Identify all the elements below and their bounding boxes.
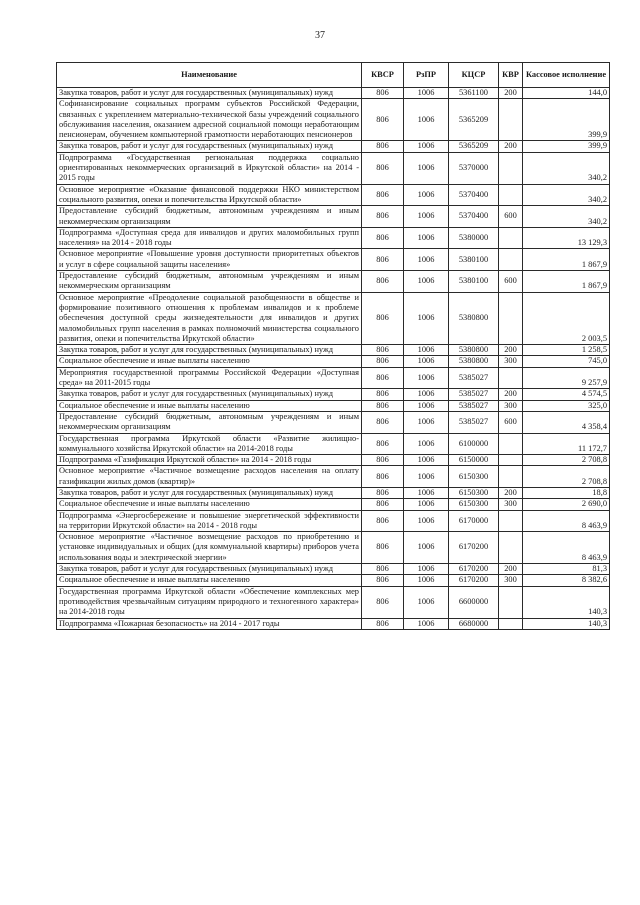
row-name: Подпрограмма «Государственная региональная поддержка социально ориентированных некоммерческих организаций в Иркутской области» на 2014 - 2015 годы — [57, 152, 362, 184]
row-name: Основное мероприятие «Оказание финансовой поддержки НКО министерством социального развития, опеки и попечительства Иркутской области» — [57, 184, 362, 206]
row-amount: 2 003,5 — [523, 292, 610, 344]
row-name: Государственная программа Иркутской области «Обеспечение комплексных мер противодействия чрезвычайным ситуациям природного и техногенного характера» на 2014-2018 годы — [57, 586, 362, 618]
row-rzpr: 1006 — [404, 487, 449, 498]
row-rzpr: 1006 — [404, 575, 449, 586]
row-kvr — [499, 249, 523, 271]
row-amount: 13 129,3 — [523, 227, 610, 249]
row-kvsr: 806 — [362, 345, 404, 356]
row-name: Государственная программа Иркутской области «Развитие жилищно-коммунального хозяйства Иркутской области» на 2014-2018 годы — [57, 433, 362, 455]
row-kvr — [499, 455, 523, 466]
row-kcsr: 6600000 — [449, 586, 499, 618]
table-header — [57, 63, 610, 88]
row-kvsr: 806 — [362, 88, 404, 99]
table-row — [57, 400, 610, 411]
row-kvsr: 806 — [362, 227, 404, 249]
row-amount: 2 708,8 — [523, 455, 610, 466]
row-kvr: 200 — [499, 389, 523, 400]
row-kvr: 300 — [499, 499, 523, 510]
row-amount: 340,2 — [523, 206, 610, 228]
row-name: Закупка товаров, работ и услуг для государственных (муниципальных) нужд — [57, 564, 362, 575]
row-kvsr: 806 — [362, 487, 404, 498]
table-row — [57, 411, 610, 433]
row-name: Мероприятия государственной программы Российской Федерации «Доступная среда» на 2011-2015 годы — [57, 367, 362, 389]
row-kvsr: 806 — [362, 249, 404, 271]
row-rzpr: 1006 — [404, 345, 449, 356]
table-row — [57, 564, 610, 575]
row-kcsr: 6680000 — [449, 618, 499, 629]
row-rzpr: 1006 — [404, 227, 449, 249]
row-kvsr: 806 — [362, 99, 404, 141]
row-kcsr: 5380100 — [449, 271, 499, 293]
row-kvr — [499, 586, 523, 618]
table-row — [57, 184, 610, 206]
row-rzpr: 1006 — [404, 184, 449, 206]
row-rzpr: 1006 — [404, 99, 449, 141]
row-kcsr: 6150300 — [449, 466, 499, 488]
row-name: Подпрограмма «Газификация Иркутской области» на 2014 - 2018 годы — [57, 455, 362, 466]
row-kvr: 200 — [499, 487, 523, 498]
row-name: Предоставление субсидий бюджетным, автономным учреждениям и иным некоммерческим организациям — [57, 411, 362, 433]
row-amount: 399,9 — [523, 141, 610, 152]
row-kvr: 300 — [499, 400, 523, 411]
table-row — [57, 367, 610, 389]
row-kvsr: 806 — [362, 271, 404, 293]
row-amount: 325,0 — [523, 400, 610, 411]
row-kcsr: 5385027 — [449, 389, 499, 400]
table-row — [57, 586, 610, 618]
row-rzpr: 1006 — [404, 586, 449, 618]
table-row — [57, 499, 610, 510]
row-kcsr: 5380800 — [449, 345, 499, 356]
row-kvsr: 806 — [362, 564, 404, 575]
row-rzpr: 1006 — [404, 466, 449, 488]
row-rzpr: 1006 — [404, 455, 449, 466]
row-kvsr: 806 — [362, 455, 404, 466]
table-row — [57, 618, 610, 629]
header-name: Наименование — [57, 63, 362, 88]
row-name: Социальное обеспечение и иные выплаты населению — [57, 400, 362, 411]
table-row — [57, 389, 610, 400]
table-row — [57, 88, 610, 99]
row-kvr — [499, 227, 523, 249]
row-kvr: 300 — [499, 356, 523, 367]
row-rzpr: 1006 — [404, 389, 449, 400]
row-kvsr: 806 — [362, 532, 404, 564]
budget-execution-table — [56, 62, 610, 630]
row-kvr — [499, 99, 523, 141]
row-kvsr: 806 — [362, 618, 404, 629]
table-row — [57, 345, 610, 356]
row-kcsr: 6150300 — [449, 487, 499, 498]
row-kvr: 600 — [499, 206, 523, 228]
row-kvsr: 806 — [362, 292, 404, 344]
row-name: Подпрограмма «Доступная среда для инвалидов и других маломобильных групп населения» на 2014 - 2018 годы — [57, 227, 362, 249]
row-name: Социальное обеспечение и иные выплаты населению — [57, 575, 362, 586]
row-amount: 2 708,8 — [523, 466, 610, 488]
row-kcsr: 5385027 — [449, 367, 499, 389]
row-amount: 18,8 — [523, 487, 610, 498]
row-amount: 8 463,9 — [523, 510, 610, 532]
row-amount: 144,0 — [523, 88, 610, 99]
row-kcsr: 5370000 — [449, 152, 499, 184]
row-kvsr: 806 — [362, 206, 404, 228]
row-name: Закупка товаров, работ и услуг для государственных (муниципальных) нужд — [57, 141, 362, 152]
row-amount: 2 690,0 — [523, 499, 610, 510]
row-kcsr: 6170200 — [449, 532, 499, 564]
row-rzpr: 1006 — [404, 499, 449, 510]
row-kvsr: 806 — [362, 433, 404, 455]
row-kcsr: 6100000 — [449, 433, 499, 455]
row-rzpr: 1006 — [404, 411, 449, 433]
row-name: Подпрограмма «Энергосбережение и повышение энергетической эффективности на территории Иркутской области» на 2014 - 2018 годы — [57, 510, 362, 532]
row-amount: 340,2 — [523, 184, 610, 206]
row-kvsr: 806 — [362, 367, 404, 389]
row-name: Социальное обеспечение и иные выплаты населению — [57, 356, 362, 367]
table-row — [57, 575, 610, 586]
row-kvr — [499, 292, 523, 344]
table-row — [57, 271, 610, 293]
row-kcsr: 5385027 — [449, 411, 499, 433]
row-kvsr: 806 — [362, 141, 404, 152]
table-body — [57, 88, 610, 630]
table-row — [57, 487, 610, 498]
row-kvsr: 806 — [362, 184, 404, 206]
row-kvr: 200 — [499, 88, 523, 99]
row-rzpr: 1006 — [404, 141, 449, 152]
row-kcsr: 6170200 — [449, 564, 499, 575]
header-cash-execution: Кассовое исполнение — [523, 63, 610, 88]
row-amount: 399,9 — [523, 99, 610, 141]
row-kvr: 200 — [499, 141, 523, 152]
row-kvr: 300 — [499, 575, 523, 586]
row-amount: 340,2 — [523, 152, 610, 184]
table-row — [57, 141, 610, 152]
row-rzpr: 1006 — [404, 206, 449, 228]
table-row — [57, 152, 610, 184]
row-kcsr: 5385027 — [449, 400, 499, 411]
header-kvr: КВР — [499, 63, 523, 88]
row-kvsr: 806 — [362, 356, 404, 367]
row-name: Предоставление субсидий бюджетным, автономным учреждениям и иным некоммерческим организациям — [57, 206, 362, 228]
table-row — [57, 249, 610, 271]
row-name: Основное мероприятие «Частичное возмещение расходов по приобретению и установке индивидуальных и общих (для коммунальной квартиры) приборов учета использования воды и электрической энергии» — [57, 532, 362, 564]
row-kvsr: 806 — [362, 466, 404, 488]
row-rzpr: 1006 — [404, 367, 449, 389]
row-kvsr: 806 — [362, 586, 404, 618]
row-kcsr: 6150000 — [449, 455, 499, 466]
row-kcsr: 5365209 — [449, 99, 499, 141]
page-number: 37 — [315, 30, 325, 41]
row-kvr — [499, 618, 523, 629]
table-row — [57, 455, 610, 466]
table-row — [57, 433, 610, 455]
row-kcsr: 5370400 — [449, 206, 499, 228]
table-row — [57, 227, 610, 249]
row-amount: 8 463,9 — [523, 532, 610, 564]
row-kcsr: 5380800 — [449, 292, 499, 344]
row-rzpr: 1006 — [404, 532, 449, 564]
row-amount: 745,0 — [523, 356, 610, 367]
header-kcsr: КЦСР — [449, 63, 499, 88]
row-kvr — [499, 152, 523, 184]
row-kvr — [499, 466, 523, 488]
row-kvr — [499, 532, 523, 564]
row-rzpr: 1006 — [404, 292, 449, 344]
table-row — [57, 99, 610, 141]
row-name: Основное мероприятие «Преодоление социальной разобщенности в обществе и формирование позитивного отношения к проблемам инвалидов и к проблеме обеспечения доступной среды жизнедеятельности для инвалидов и других маломобильных групп населения в рамках полномочий министерства социального развития, опеки и попечительства Иркутской области» — [57, 292, 362, 344]
row-name: Социальное обеспечение и иные выплаты населению — [57, 499, 362, 510]
row-rzpr: 1006 — [404, 400, 449, 411]
row-name: Закупка товаров, работ и услуг для государственных (муниципальных) нужд — [57, 88, 362, 99]
header-kvsr: КВСР — [362, 63, 404, 88]
row-name: Основное мероприятие «Частичное возмещение расходов населения на оплату газификации жилых домов (квартир)» — [57, 466, 362, 488]
row-name: Закупка товаров, работ и услуг для государственных (муниципальных) нужд — [57, 345, 362, 356]
row-kcsr: 5370400 — [449, 184, 499, 206]
row-rzpr: 1006 — [404, 271, 449, 293]
row-rzpr: 1006 — [404, 249, 449, 271]
row-kvr: 600 — [499, 271, 523, 293]
row-name: Софинансирование социальных программ субъектов Российской Федерации, связанных с укреплением материально-технической базы учреждений социального обслуживания населения, оказанием адресной социальной помощи неработающим пенсионерам, обучением компьютерной грамотности неработающих пенсионеров — [57, 99, 362, 141]
header-row — [57, 63, 610, 88]
row-amount: 4 358,4 — [523, 411, 610, 433]
row-kvsr: 806 — [362, 575, 404, 586]
header-rzpr: РзПР — [404, 63, 449, 88]
row-kcsr: 5380100 — [449, 249, 499, 271]
row-amount: 140,3 — [523, 618, 610, 629]
row-name: Основное мероприятие «Повышение уровня доступности приоритетных объектов и услуг в сфере социальной защиты населения» — [57, 249, 362, 271]
row-amount: 11 172,7 — [523, 433, 610, 455]
table-row — [57, 292, 610, 344]
row-rzpr: 1006 — [404, 433, 449, 455]
row-kvr: 600 — [499, 411, 523, 433]
row-name: Подпрограмма «Пожарная безопасность» на 2014 - 2017 годы — [57, 618, 362, 629]
row-kvr: 200 — [499, 345, 523, 356]
row-kvsr: 806 — [362, 411, 404, 433]
table-row — [57, 466, 610, 488]
row-kvsr: 806 — [362, 400, 404, 411]
row-amount: 140,3 — [523, 586, 610, 618]
row-kvsr: 806 — [362, 510, 404, 532]
row-kvsr: 806 — [362, 389, 404, 400]
row-kcsr: 5380800 — [449, 356, 499, 367]
row-rzpr: 1006 — [404, 510, 449, 532]
row-kcsr: 6170200 — [449, 575, 499, 586]
row-name: Закупка товаров, работ и услуг для государственных (муниципальных) нужд — [57, 487, 362, 498]
row-amount: 1 867,9 — [523, 249, 610, 271]
row-amount: 4 574,5 — [523, 389, 610, 400]
row-rzpr: 1006 — [404, 356, 449, 367]
row-amount: 9 257,9 — [523, 367, 610, 389]
row-kvr — [499, 510, 523, 532]
row-rzpr: 1006 — [404, 152, 449, 184]
table-row — [57, 206, 610, 228]
row-rzpr: 1006 — [404, 564, 449, 575]
row-kvr: 200 — [499, 564, 523, 575]
row-kvr — [499, 184, 523, 206]
row-kvr — [499, 367, 523, 389]
row-kvr — [499, 433, 523, 455]
row-rzpr: 1006 — [404, 618, 449, 629]
row-kcsr: 5365209 — [449, 141, 499, 152]
row-rzpr: 1006 — [404, 88, 449, 99]
row-kvsr: 806 — [362, 152, 404, 184]
row-amount: 1 867,9 — [523, 271, 610, 293]
table-row — [57, 532, 610, 564]
row-name: Предоставление субсидий бюджетным, автономным учреждениям и иным некоммерческим организациям — [57, 271, 362, 293]
table-row — [57, 510, 610, 532]
row-kcsr: 6150300 — [449, 499, 499, 510]
row-amount: 1 258,5 — [523, 345, 610, 356]
row-kcsr: 6170000 — [449, 510, 499, 532]
row-kvsr: 806 — [362, 499, 404, 510]
row-kcsr: 5380000 — [449, 227, 499, 249]
table-row — [57, 356, 610, 367]
row-amount: 81,3 — [523, 564, 610, 575]
row-kcsr: 5361100 — [449, 88, 499, 99]
row-name: Закупка товаров, работ и услуг для государственных (муниципальных) нужд — [57, 389, 362, 400]
row-amount: 8 382,6 — [523, 575, 610, 586]
